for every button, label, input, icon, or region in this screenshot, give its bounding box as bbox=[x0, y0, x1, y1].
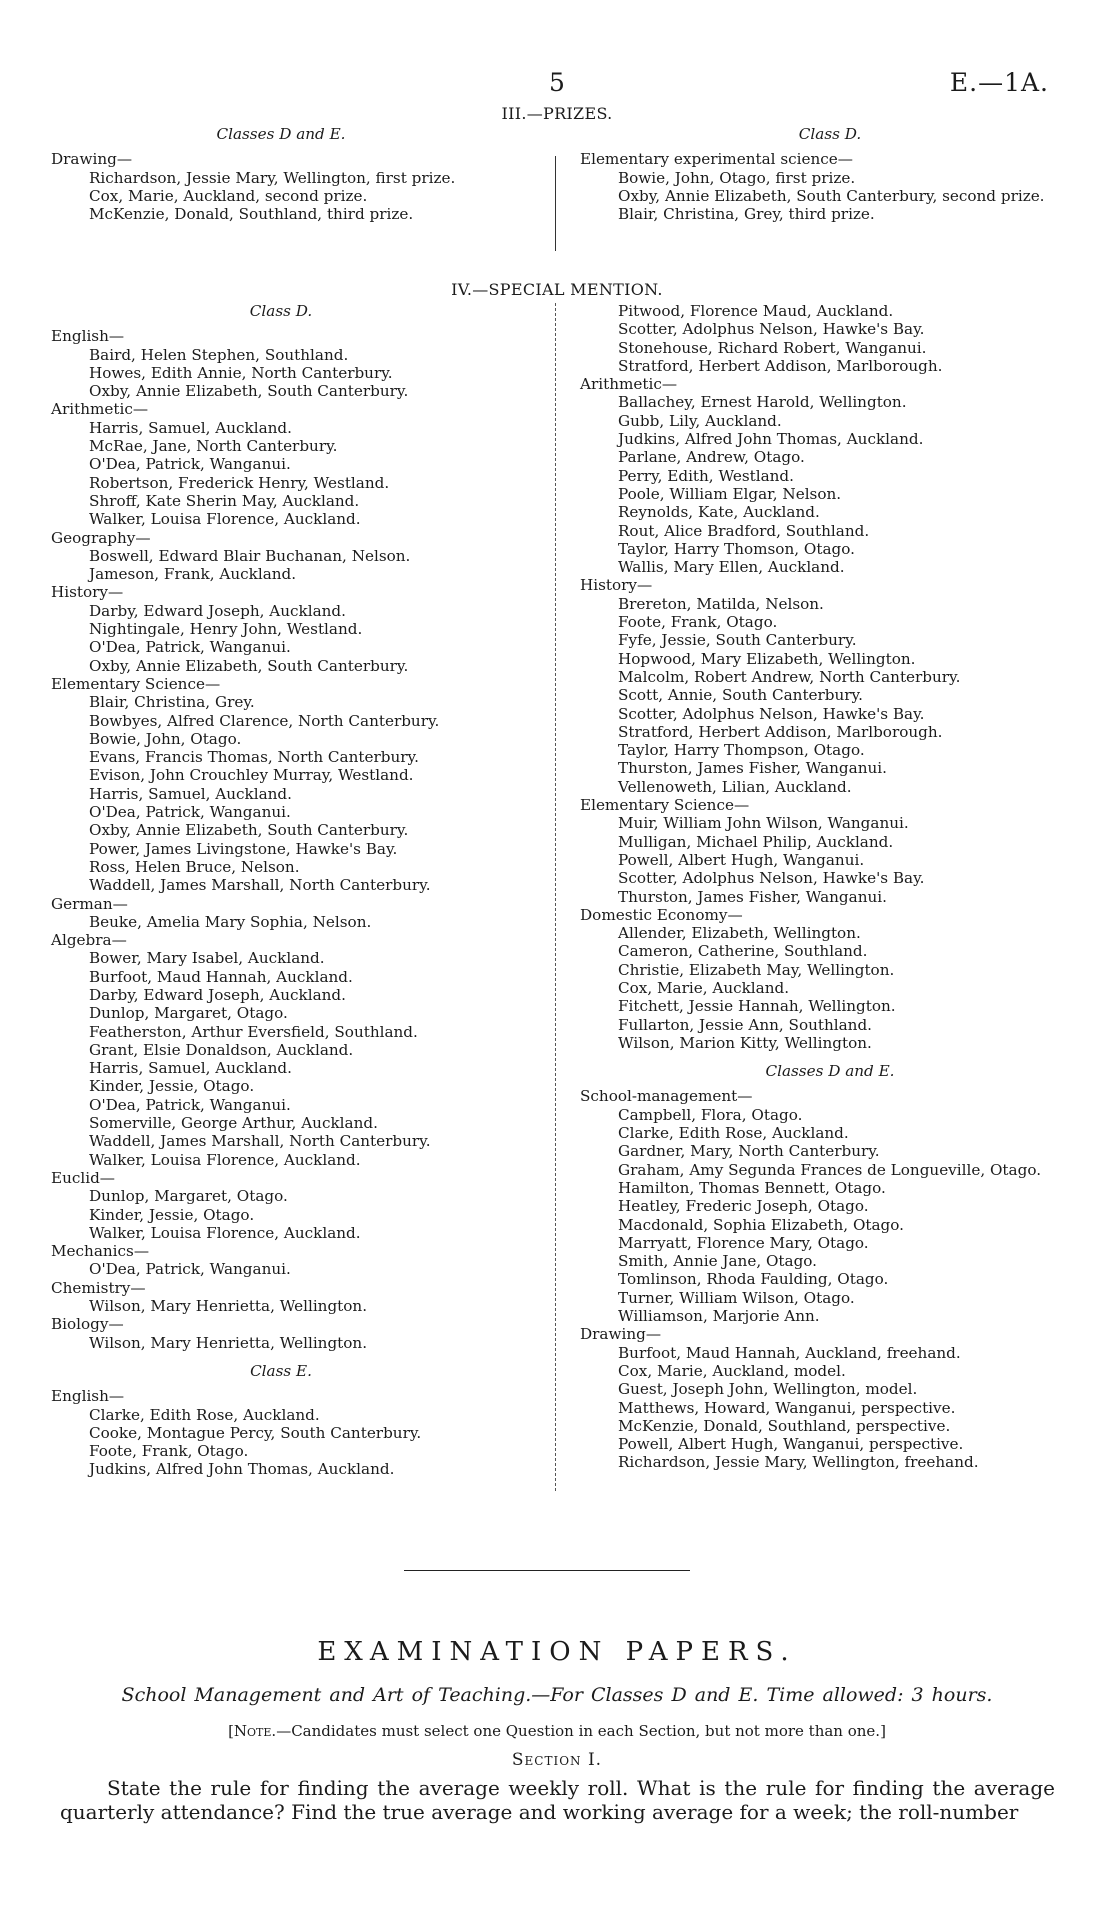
candidate-entry: Cox, Marie, Auckland, model. bbox=[618, 1361, 846, 1380]
candidate-entry: Guest, Joseph John, Wellington, model. bbox=[618, 1380, 918, 1399]
candidate-entry: Vellenoweth, Lilian, Auckland. bbox=[618, 777, 852, 796]
candidate-entry: Oxby, Annie Elizabeth, South Canterbury. bbox=[89, 821, 409, 840]
candidate-entry: Walker, Louisa Florence, Auckland. bbox=[89, 1150, 361, 1169]
candidate-entry: Matthews, Howard, Wanganui, perspective. bbox=[618, 1398, 956, 1417]
candidate-entry: Parlane, Andrew, Otago. bbox=[618, 448, 805, 467]
candidate-entry: Oxby, Annie Elizabeth, South Canterbury, second prize. bbox=[618, 186, 1045, 205]
candidate-entry: Malcolm, Robert Andrew, North Canterbury. bbox=[618, 667, 961, 686]
candidate-entry: Burfoot, Maud Hannah, Auckland. bbox=[89, 967, 353, 986]
candidate-entry: Harris, Samuel, Auckland. bbox=[89, 1059, 292, 1078]
candidate-entry: Richardson, Jessie Mary, Wellington, first prize. bbox=[89, 168, 456, 187]
candidate-entry: Harris, Samuel, Auckland. bbox=[89, 784, 292, 803]
candidate-entry: Hopwood, Mary Elizabeth, Wellington. bbox=[618, 649, 916, 668]
candidate-entry: Heatley, Frederic Joseph, Otago. bbox=[618, 1197, 869, 1216]
subject-heading: History— bbox=[580, 576, 653, 595]
candidate-entry: Scott, Annie, South Canterbury. bbox=[618, 686, 863, 705]
subject-heading: Drawing— bbox=[51, 150, 133, 169]
candidate-entry: Bower, Mary Isabel, Auckland. bbox=[89, 949, 325, 968]
candidate-entry: Blair, Christina, Grey. bbox=[89, 693, 255, 712]
candidate-entry: Campbell, Flora, Otago. bbox=[618, 1105, 803, 1124]
candidate-entry: Thurston, James Fisher, Wanganui. bbox=[618, 887, 887, 906]
candidate-entry: Jameson, Frank, Auckland. bbox=[89, 565, 297, 584]
candidate-entry: Somerville, George Arthur, Auckland. bbox=[89, 1114, 378, 1133]
candidate-entry: Turner, William Wilson, Otago. bbox=[618, 1288, 855, 1307]
candidate-entry: Richardson, Jessie Mary, Wellington, freehand. bbox=[618, 1453, 979, 1472]
candidate-entry: Bowie, John, Otago, first prize. bbox=[618, 168, 856, 187]
subject-heading: Arithmetic— bbox=[580, 375, 678, 394]
candidate-entry: Stratford, Herbert Addison, Marlborough. bbox=[618, 722, 943, 741]
candidate-entry: Nightingale, Henry John, Westland. bbox=[89, 620, 363, 639]
class-subheading: Class E. bbox=[250, 1361, 312, 1380]
candidate-entry: Boswell, Edward Blair Buchanan, Nelson. bbox=[89, 546, 411, 565]
class-subheading: Classes D and E. bbox=[765, 1062, 895, 1081]
candidate-entry: Fitchett, Jessie Hannah, Wellington. bbox=[618, 997, 896, 1016]
candidate-entry: Rout, Alice Bradford, Southland. bbox=[618, 521, 870, 540]
candidate-entry: Fullarton, Jessie Ann, Southland. bbox=[618, 1015, 873, 1034]
candidate-entry: Taylor, Harry Thomson, Otago. bbox=[618, 539, 855, 558]
candidate-entry: Dunlop, Margaret, Otago. bbox=[89, 1187, 288, 1206]
candidate-entry: Tomlinson, Rhoda Faulding, Otago. bbox=[618, 1270, 889, 1289]
candidate-entry: Darby, Edward Joseph, Auckland. bbox=[89, 601, 346, 620]
candidate-entry: Perry, Edith, Westland. bbox=[618, 466, 794, 485]
class-subheading: Classes D and E. bbox=[216, 125, 346, 143]
candidate-entry: Clarke, Edith Rose, Auckland. bbox=[618, 1124, 849, 1143]
candidate-entry: Cooke, Montague Percy, South Canterbury. bbox=[89, 1423, 422, 1442]
candidate-entry: Smith, Annie Jane, Otago. bbox=[618, 1252, 818, 1271]
candidate-entry: Wilson, Marion Kitty, Wellington. bbox=[618, 1033, 872, 1052]
subject-heading: Biology— bbox=[51, 1315, 124, 1334]
candidate-entry: Burfoot, Maud Hannah, Auckland, freehand. bbox=[618, 1343, 961, 1362]
candidate-entry: Macdonald, Sophia Elizabeth, Otago. bbox=[618, 1215, 904, 1234]
candidate-entry: Darby, Edward Joseph, Auckland. bbox=[89, 985, 346, 1004]
prizes-right-column bbox=[580, 125, 1080, 223]
candidate-entry: Baird, Helen Stephen, Southland. bbox=[89, 345, 349, 364]
candidate-entry: Waddell, James Marshall, North Canterbury. bbox=[89, 1132, 431, 1151]
candidate-entry: Powell, Albert Hugh, Wanganui. bbox=[618, 850, 865, 869]
candidate-entry: Williamson, Marjorie Ann. bbox=[618, 1307, 820, 1326]
candidate-entry: Harris, Samuel, Auckland. bbox=[89, 418, 292, 437]
candidate-entry: Marryatt, Florence Mary, Otago. bbox=[618, 1233, 869, 1252]
candidate-entry: Wallis, Mary Ellen, Auckland. bbox=[618, 558, 845, 577]
subject-heading: Drawing— bbox=[580, 1325, 662, 1344]
candidate-entry: Shroff, Kate Sherin May, Auckland. bbox=[89, 491, 360, 510]
candidate-entry: Scotter, Adolphus Nelson, Hawke's Bay. bbox=[618, 869, 925, 888]
candidate-entry: Pitwood, Florence Maud, Auckland. bbox=[618, 302, 894, 320]
candidate-entry: Evans, Francis Thomas, North Canterbury. bbox=[89, 748, 419, 767]
candidate-entry: Foote, Frank, Otago. bbox=[89, 1442, 249, 1461]
class-subheading: Class D. bbox=[249, 302, 313, 320]
candidate-entry: Robertson, Frederick Henry, Westland. bbox=[89, 473, 390, 492]
subject-heading: Mechanics— bbox=[51, 1242, 150, 1261]
candidate-entry: Poole, William Elgar, Nelson. bbox=[618, 484, 842, 503]
subject-heading: History— bbox=[51, 583, 124, 602]
candidate-entry: Thurston, James Fisher, Wanganui. bbox=[618, 759, 887, 778]
candidate-entry: Waddell, James Marshall, North Canterbury. bbox=[89, 876, 431, 895]
section-title: Section I. bbox=[511, 1750, 603, 1770]
candidate-entry: Hamilton, Thomas Bennett, Otago. bbox=[618, 1178, 886, 1197]
candidate-entry: Power, James Livingstone, Hawke's Bay. bbox=[89, 839, 398, 858]
candidate-entry: Ballachey, Ernest Harold, Wellington. bbox=[618, 393, 907, 412]
candidate-entry: Blair, Christina, Grey, third prize. bbox=[618, 205, 875, 224]
subject-heading: English— bbox=[51, 327, 125, 346]
page-reference: E.—1A. bbox=[949, 68, 1049, 97]
candidate-entry: O'Dea, Patrick, Wanganui. bbox=[89, 1260, 291, 1279]
candidate-entry: Stratford, Herbert Addison, Marlborough. bbox=[618, 356, 943, 375]
candidate-entry: Clarke, Edith Rose, Auckland. bbox=[89, 1405, 320, 1424]
subject-heading: Elementary Science— bbox=[51, 674, 221, 693]
candidate-entry: Kinder, Jessie, Otago. bbox=[89, 1077, 255, 1096]
special-left-column bbox=[51, 302, 511, 1479]
special-column-divider bbox=[555, 303, 556, 1491]
candidate-entry: Bowbyes, Alfred Clarence, North Canterbury. bbox=[89, 711, 440, 730]
exam-subtitle: School Management and Art of Teaching.—For Classes D and E. Time allowed: 3 hours. bbox=[121, 1684, 993, 1706]
exam-note bbox=[0, 1722, 1114, 1740]
subject-heading: Euclid— bbox=[51, 1168, 115, 1187]
candidate-entry: Walker, Louisa Florence, Auckland. bbox=[89, 510, 361, 529]
subject-heading: Chemistry— bbox=[51, 1278, 146, 1297]
candidate-entry: McKenzie, Donald, Southland, perspective. bbox=[618, 1416, 951, 1435]
note-text: —Candidates must select one Question in each Section, but not more than one.] bbox=[276, 1722, 886, 1740]
prizes-left-column bbox=[51, 125, 511, 223]
candidate-entry: Allender, Elizabeth, Wellington. bbox=[618, 924, 861, 943]
candidate-entry: Scotter, Adolphus Nelson, Hawke's Bay. bbox=[618, 320, 925, 339]
candidate-entry: Reynolds, Kate, Auckland. bbox=[618, 503, 820, 522]
candidate-entry: Gardner, Mary, North Canterbury. bbox=[618, 1142, 880, 1161]
subject-heading: Algebra— bbox=[51, 931, 127, 950]
section-separator-rule bbox=[404, 1570, 690, 1571]
candidate-entry: O'Dea, Patrick, Wanganui. bbox=[89, 1095, 291, 1114]
candidate-entry: O'Dea, Patrick, Wanganui. bbox=[89, 803, 291, 822]
candidate-entry: Graham, Amy Segunda Frances de Longueville, Otago. bbox=[618, 1160, 1042, 1179]
candidate-entry: Gubb, Lily, Auckland. bbox=[618, 411, 782, 430]
prizes-heading: III.—PRIZES. bbox=[501, 104, 613, 123]
special-mention-heading: IV.—SPECIAL MENTION. bbox=[451, 280, 663, 299]
candidate-entry: Cox, Marie, Auckland. bbox=[618, 978, 790, 997]
candidate-entry: Wilson, Mary Henrietta, Wellington. bbox=[89, 1333, 368, 1352]
candidate-entry: Brereton, Matilda, Nelson. bbox=[618, 594, 824, 613]
question-paragraph: State the rule for finding the average weekly roll. What is the rule for finding the average quarterly attendance? Find the true average and working average for a week; the roll-number bbox=[60, 1776, 1055, 1824]
candidate-entry: Scotter, Adolphus Nelson, Hawke's Bay. bbox=[618, 704, 925, 723]
candidate-entry: Dunlop, Margaret, Otago. bbox=[89, 1004, 288, 1023]
candidate-entry: Cameron, Catherine, Southland. bbox=[618, 942, 868, 961]
candidate-entry: Stonehouse, Richard Robert, Wanganui. bbox=[618, 338, 927, 357]
candidate-entry: O'Dea, Patrick, Wanganui. bbox=[89, 638, 291, 657]
candidate-entry: Mulligan, Michael Philip, Auckland. bbox=[618, 832, 894, 851]
candidate-entry: McKenzie, Donald, Southland, third prize. bbox=[89, 205, 414, 224]
candidate-entry: Cox, Marie, Auckland, second prize. bbox=[89, 186, 368, 205]
page-number: 5 bbox=[549, 68, 565, 97]
prizes-column-divider bbox=[555, 156, 556, 251]
note-label: [Note. bbox=[228, 1722, 277, 1740]
candidate-entry: Muir, William John Wilson, Wanganui. bbox=[618, 814, 909, 833]
special-right-column bbox=[580, 302, 1080, 1472]
subject-heading: Elementary experimental science— bbox=[580, 150, 853, 169]
subject-heading: Elementary Science— bbox=[580, 796, 750, 815]
candidate-entry: Walker, Louisa Florence, Auckland. bbox=[89, 1223, 361, 1242]
candidate-entry: Judkins, Alfred John Thomas, Auckland. bbox=[89, 1460, 395, 1479]
class-subheading: Class D. bbox=[798, 125, 862, 143]
candidate-entry: Fyfe, Jessie, South Canterbury. bbox=[618, 631, 857, 650]
candidate-entry: Judkins, Alfred John Thomas, Auckland. bbox=[618, 430, 924, 449]
candidate-entry: Taylor, Harry Thompson, Otago. bbox=[618, 741, 865, 760]
subject-heading: Geography— bbox=[51, 528, 151, 547]
subject-heading: German— bbox=[51, 894, 128, 913]
candidate-entry: Ross, Helen Bruce, Nelson. bbox=[89, 857, 300, 876]
examination-papers-title: EXAMINATION PAPERS. bbox=[317, 1637, 797, 1667]
candidate-entry: Grant, Elsie Donaldson, Auckland. bbox=[89, 1040, 354, 1059]
candidate-entry: Wilson, Mary Henrietta, Wellington. bbox=[89, 1297, 368, 1316]
subject-heading: Domestic Economy— bbox=[580, 905, 743, 924]
candidate-entry: Foote, Frank, Otago. bbox=[618, 613, 778, 632]
candidate-entry: Bowie, John, Otago. bbox=[89, 729, 242, 748]
candidate-entry: O'Dea, Patrick, Wanganui. bbox=[89, 455, 291, 474]
candidate-entry: Beuke, Amelia Mary Sophia, Nelson. bbox=[89, 912, 372, 931]
subject-heading: Arithmetic— bbox=[51, 400, 149, 419]
candidate-entry: McRae, Jane, North Canterbury. bbox=[89, 437, 338, 456]
candidate-entry: Featherston, Arthur Eversfield, Southland. bbox=[89, 1022, 418, 1041]
candidate-entry: Kinder, Jessie, Otago. bbox=[89, 1205, 255, 1224]
candidate-entry: Oxby, Annie Elizabeth, South Canterbury. bbox=[89, 656, 409, 675]
subject-heading: School-management— bbox=[580, 1087, 753, 1106]
candidate-entry: Evison, John Crouchley Murray, Westland. bbox=[89, 766, 414, 785]
candidate-entry: Powell, Albert Hugh, Wanganui, perspective. bbox=[618, 1435, 964, 1454]
subject-heading: English— bbox=[51, 1387, 125, 1406]
candidate-entry: Oxby, Annie Elizabeth, South Canterbury. bbox=[89, 382, 409, 401]
candidate-entry: Christie, Elizabeth May, Wellington. bbox=[618, 960, 895, 979]
candidate-entry: Howes, Edith Annie, North Canterbury. bbox=[89, 363, 393, 382]
